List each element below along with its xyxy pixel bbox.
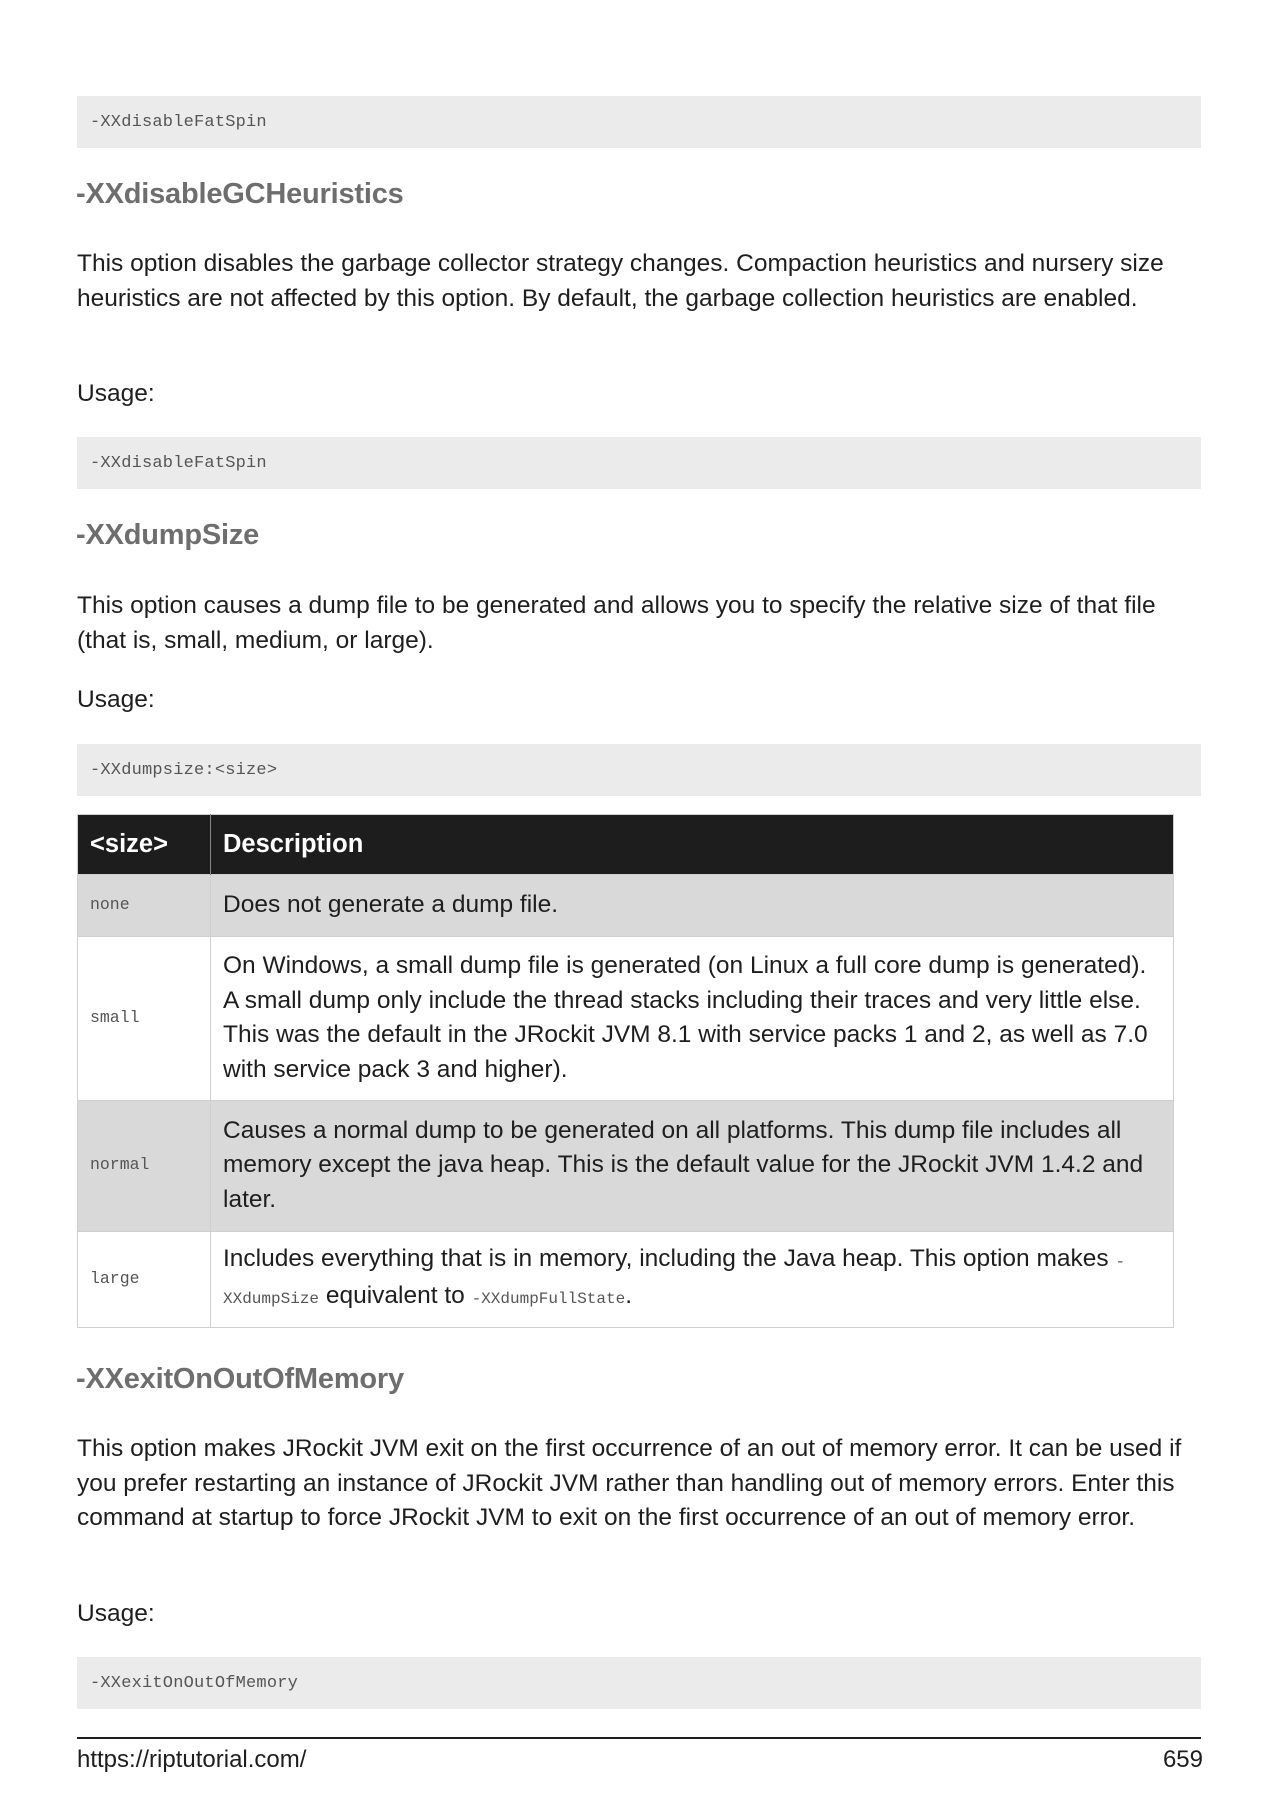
size-value: large [78,1232,211,1328]
desc-text: Includes everything that is in memory, including the Java heap. This option makes [223,1244,1116,1272]
size-value: small [78,937,211,1101]
desc-text: equivalent to [319,1282,472,1309]
footer-divider [77,1737,1201,1739]
code-block-oom-usage: -XXexitOnOutOfMemory [77,1657,1201,1709]
heading-exit-on-out-of-memory: -XXexitOnOutOfMemory [76,1363,404,1395]
size-description: Causes a normal dump to be generated on all platforms. This dump file includes all memory except the java heap. This is the default value for the JRockit JVM 1.4.2 and later. [211,1101,1174,1232]
heading-dump-size: -XXdumpSize [76,519,260,551]
table-row [78,875,1174,937]
usage-label: Usage: [77,686,155,713]
usage-label: Usage: [77,1600,155,1627]
paragraph-dump-size: This option causes a dump file to be generated and allows you to specify the relative size of that file (that is, small, medium, or large). [77,592,1156,654]
code-block-dump-usage: -XXdumpsize:<size> [77,744,1201,796]
usage-label: Usage: [77,380,155,407]
size-description: On Windows, a small dump file is generated (on Linux a full core dump is generated). A small dump only include the thread stacks including their traces and very little else. This was the default in the JRockit JVM 8.1 with service packs 1 and 2, as well as 7.0 with service pack 3 and higher). [211,937,1174,1101]
code-block-disable-fat-spin: -XXdisableFatSpin [77,96,1201,148]
size-value: normal [78,1101,211,1232]
header-description: Description [211,815,1174,875]
size-value: none [78,875,211,937]
inline-code-dump-size: -XXdumpSize [223,1252,1126,1308]
paragraph-exit-on-oom: This option makes JRockit JVM exit on the first occurrence of an out of memory error. It can be used if you prefer restarting an instance of JRockit JVM rather than handling out of memory errors. Enter this command at startup to force JRockit JVM to exit on the first occurrence of an out of memory error. [77,1435,1182,1531]
header-size: <size> [78,815,211,875]
table-row [78,937,1174,1101]
desc-text: . [625,1282,633,1309]
size-description [211,1232,1174,1328]
dump-size-table [77,814,1174,1328]
footer-url: https://riptutorial.com/ [77,1746,307,1773]
heading-disable-gc-heuristics: -XXdisableGCHeuristics [76,178,404,210]
table-row [78,1101,1174,1232]
size-description: Does not generate a dump file. [211,875,1174,937]
page-number: 659 [1162,1746,1203,1773]
code-block-gc-usage: -XXdisableFatSpin [77,437,1201,489]
inline-code-dump-full-state: -XXdumpFullState [471,1290,626,1308]
table-header-row [78,815,1174,875]
paragraph-gc-heuristics: This option disables the garbage collector strategy changes. Compaction heuristics and nursery size heuristics are not affected by this option. By default, the garbage collection heuristics are enabled. [77,250,1164,312]
table-row [78,1232,1174,1328]
